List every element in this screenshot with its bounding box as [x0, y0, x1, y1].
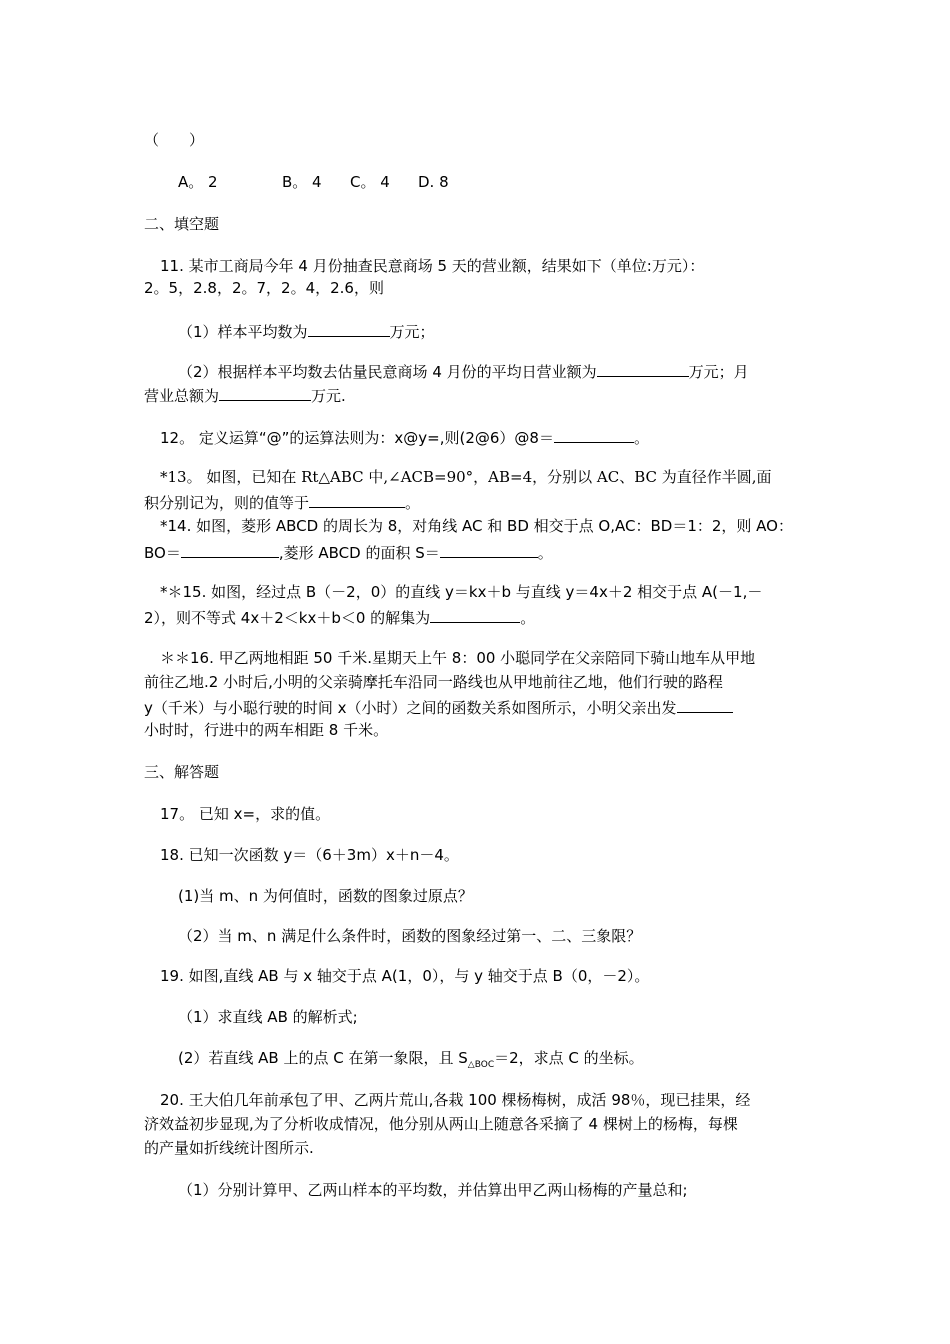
q13-line-2: 积分别记为，则的值等于 。 [144, 491, 420, 513]
q15-line-1: *＊15. 如图，经过点 B（－2，0）的直线 y＝kx＋b 与直线 y＝4x＋2 相交于点 A(－1,－ [160, 583, 763, 601]
answer-blank [554, 426, 634, 443]
q15-line-2: 2），则不等式 4x＋2＜kx＋b＜0 的解集为 。 [144, 606, 535, 628]
q19-part-1: （1）求直线 AB 的解析式; [178, 1008, 358, 1026]
q12: 12。 定义运算“@”的运算法则为：x@y=,则(2@6）@8＝ 。 [160, 426, 649, 448]
q11-part-1: （1）样本平均数为 万元； [178, 320, 435, 342]
answer-blank [309, 491, 405, 508]
q14-line-2: BO＝ ,菱形 ABCD 的面积 S＝ 。 [144, 541, 553, 563]
answer-blank [219, 384, 311, 401]
answer-blank [440, 541, 538, 558]
q16-line-4: 小时时，行进中的两车相距 8 千米。 [144, 721, 389, 739]
q18-part-2: （2）当 m、n 满足什么条件时，函数的图象经过第一、二、三象限？ [178, 927, 642, 945]
q10-options [178, 172, 449, 192]
q10-option-b: B。 4 [282, 173, 322, 191]
q16-line-2: 前往乙地.2 小时后,小明的父亲骑摩托车沿同一路线也从甲地前往乙地，他们行驶的路程 [144, 673, 723, 691]
q10-answer-bracket: （ ） [144, 131, 205, 149]
q20-line-1: 20. 王大伯几年前承包了甲、乙两片荒山,各栽 100 棵杨梅树，成活 98％，现已挂果，经 [160, 1091, 751, 1109]
q10-option-d: D. 8 [418, 173, 449, 191]
q10-option-c: C。 4 [350, 173, 390, 191]
q20-line-2: 济效益初步显现,为了分析收成情况，他分别从两山上随意各采摘了 4 棵树上的杨梅，每棵 [144, 1115, 738, 1133]
q18-stem: 18. 已知一次函数 y＝（6＋3m）x＋n－4。 [160, 846, 459, 864]
section-2-heading: 二、填空题 [144, 215, 220, 233]
q11-line-2: 2。5，2.8，2。7，2。4，2.6，则 [144, 279, 384, 297]
q19-part-2: (2）若直线 AB 上的点 C 在第一象限，且 $S_{\triangle BOC}=2$，求点 C 的坐标。 [178, 1049, 644, 1070]
q13-line-1: *13。 如图，已知在 Rt△ABC 中,∠ACB=90°，AB=4，分别以 AC、BC 为直径作半圆,面 [160, 468, 772, 486]
q14-line-1: *14. 如图，菱形 ABCD 的周长为 8，对角线 AC 和 BD 相交于点 O,AC：BD＝1：2，则 AO： [160, 517, 793, 535]
answer-blank [181, 541, 279, 558]
answer-blank [677, 696, 733, 713]
q20-line-3: 的产量如折线统计图所示. [144, 1139, 314, 1157]
answer-blank [430, 606, 520, 623]
q10-option-a: A。 2 [178, 173, 218, 191]
q17: 17。 已知 x=，求的值。 [160, 805, 331, 823]
q16-line-3: y（千米）与小聪行驶的时间 x（小时）之间的函数关系如图所示，小明父亲出发 [144, 696, 733, 718]
q11-part-2-cont: 营业总额为 万元. [144, 384, 346, 406]
q18-part-1: (1)当 m、n 为何值时，函数的图象过原点？ [178, 887, 473, 905]
q11-line-1: 11. 某市工商局今年 4 月份抽查民意商场 5 天的营业额，结果如下（单位:万元）： [160, 257, 705, 275]
q16-line-1: ＊＊16. 甲乙两地相距 50 千米.星期天上午 8：00 小聪同学在父亲陪同下骑山地车从甲地 [160, 649, 756, 667]
q19-stem: 19. 如图,直线 AB 与 x 轴交于点 A(1，0），与 y 轴交于点 B（0，－2）。 [160, 967, 650, 985]
section-3-heading: 三、解答题 [144, 763, 220, 781]
q20-part-1: （1）分别计算甲、乙两山样本的平均数，并估算出甲乙两山杨梅的产量总和; [178, 1181, 688, 1199]
answer-blank [597, 360, 689, 377]
answer-blank [308, 320, 390, 337]
q11-part-2: （2）根据样本平均数去估量民意商场 4 月份的平均日营业额为 万元；月 [178, 360, 749, 382]
